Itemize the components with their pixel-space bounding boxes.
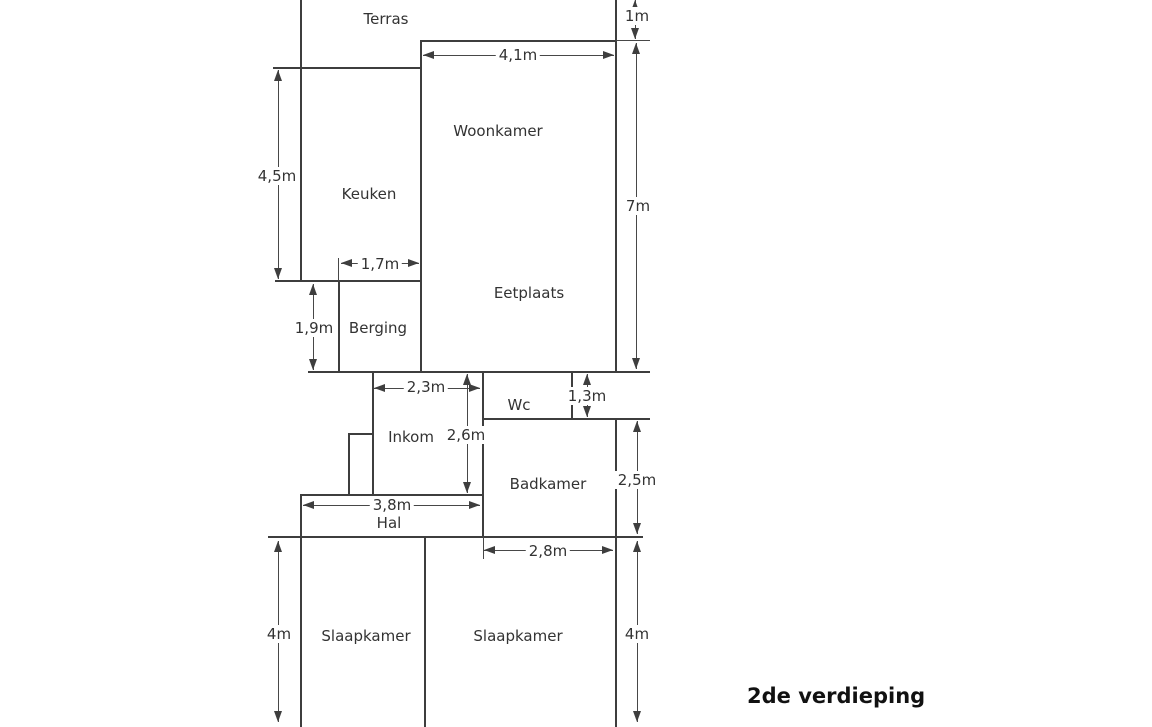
dim-label-hal-width: 3,8m xyxy=(370,496,414,514)
arrowhead-left-icon xyxy=(341,259,352,267)
dim-label-keuken-height: 4,5m xyxy=(255,167,299,185)
arrowhead-down-icon xyxy=(309,359,317,370)
dim-label-badkamer-width: 2,8m xyxy=(526,542,570,560)
wall-woonkamer-top xyxy=(420,40,617,42)
arrowhead-left-icon xyxy=(374,384,385,392)
room-label-slaapkamer-left: Slaapkamer xyxy=(321,627,411,645)
room-label-inkom: Inkom xyxy=(388,428,434,446)
wall-left-upper xyxy=(300,0,302,281)
wall-right-upper xyxy=(615,0,617,373)
wall-slaapkamers-top xyxy=(268,536,643,538)
wall-berging-left xyxy=(338,280,340,373)
wall-inkom-right xyxy=(482,372,484,537)
dim-label-inkom-height: 2,6m xyxy=(444,426,488,444)
wall-between-slaapkamers xyxy=(424,536,426,727)
dim-label-slaapkamer-right-height: 4m xyxy=(622,625,652,643)
dim-label-wc-height: 1,3m xyxy=(565,387,609,405)
arrowhead-down-icon xyxy=(274,268,282,279)
arrowhead-up-icon xyxy=(463,374,471,385)
arrowhead-down-icon xyxy=(632,358,640,369)
wall-stair-nook-top xyxy=(348,433,374,435)
room-label-slaapkamer-right: Slaapkamer xyxy=(473,627,563,645)
arrowhead-right-icon xyxy=(469,501,480,509)
dim-label-woonkamer-width: 4,1m xyxy=(496,46,540,64)
arrowhead-left-icon xyxy=(303,501,314,509)
dim-tick-berging xyxy=(338,258,339,281)
wall-eetplaats-bottom xyxy=(308,371,650,373)
arrowhead-down-icon xyxy=(583,406,591,417)
wall-keuken-woonkamer xyxy=(420,40,422,373)
room-label-hal: Hal xyxy=(376,514,402,532)
arrowhead-up-icon xyxy=(633,421,641,432)
arrowhead-right-icon xyxy=(408,259,419,267)
room-label-eetplaats: Eetplaats xyxy=(493,284,565,302)
room-label-wc: Wc xyxy=(507,396,531,414)
arrowhead-left-icon xyxy=(484,546,495,554)
dim-label-berging-width: 1,7m xyxy=(358,255,402,273)
dim-label-terras-depth: 1m xyxy=(622,7,652,25)
arrowhead-left-icon xyxy=(423,51,434,59)
dim-label-slaapkamer-left-height: 4m xyxy=(264,625,294,643)
wall-keuken-bottom xyxy=(275,280,422,282)
arrowhead-down-icon xyxy=(633,711,641,722)
arrowhead-up-icon xyxy=(633,541,641,552)
wall-right-lower xyxy=(615,418,617,727)
room-label-keuken: Keuken xyxy=(341,185,397,203)
arrowhead-right-icon xyxy=(602,546,613,554)
arrowhead-down-icon xyxy=(631,28,639,39)
room-label-badkamer: Badkamer xyxy=(509,475,587,493)
dim-tick-top-right xyxy=(616,40,650,41)
dim-label-badkamer-height: 2,5m xyxy=(615,471,659,489)
arrowhead-up-icon xyxy=(583,374,591,385)
wall-stair-nook-left xyxy=(348,433,350,495)
arrowhead-down-icon xyxy=(633,523,641,534)
arrowhead-down-icon xyxy=(463,482,471,493)
arrowhead-up-icon xyxy=(274,70,282,81)
arrowhead-up-icon xyxy=(274,541,282,552)
arrowhead-up-icon xyxy=(632,43,640,54)
wall-badkamer-top xyxy=(482,418,650,420)
arrowhead-right-icon xyxy=(603,51,614,59)
room-label-terras: Terras xyxy=(363,10,409,28)
arrowhead-up-icon xyxy=(309,284,317,295)
floor-title: 2de verdieping xyxy=(747,684,926,708)
dim-label-berging-height: 1,9m xyxy=(292,319,336,337)
arrowhead-right-icon xyxy=(469,384,480,392)
wall-keuken-top xyxy=(273,67,422,69)
room-label-berging: Berging xyxy=(348,319,408,337)
wall-left-lower xyxy=(300,494,302,727)
arrowhead-down-icon xyxy=(274,711,282,722)
room-label-woonkamer: Woonkamer xyxy=(453,122,543,140)
dim-label-inkom-width: 2,3m xyxy=(404,378,448,396)
dim-label-right-height: 7m xyxy=(623,197,653,215)
